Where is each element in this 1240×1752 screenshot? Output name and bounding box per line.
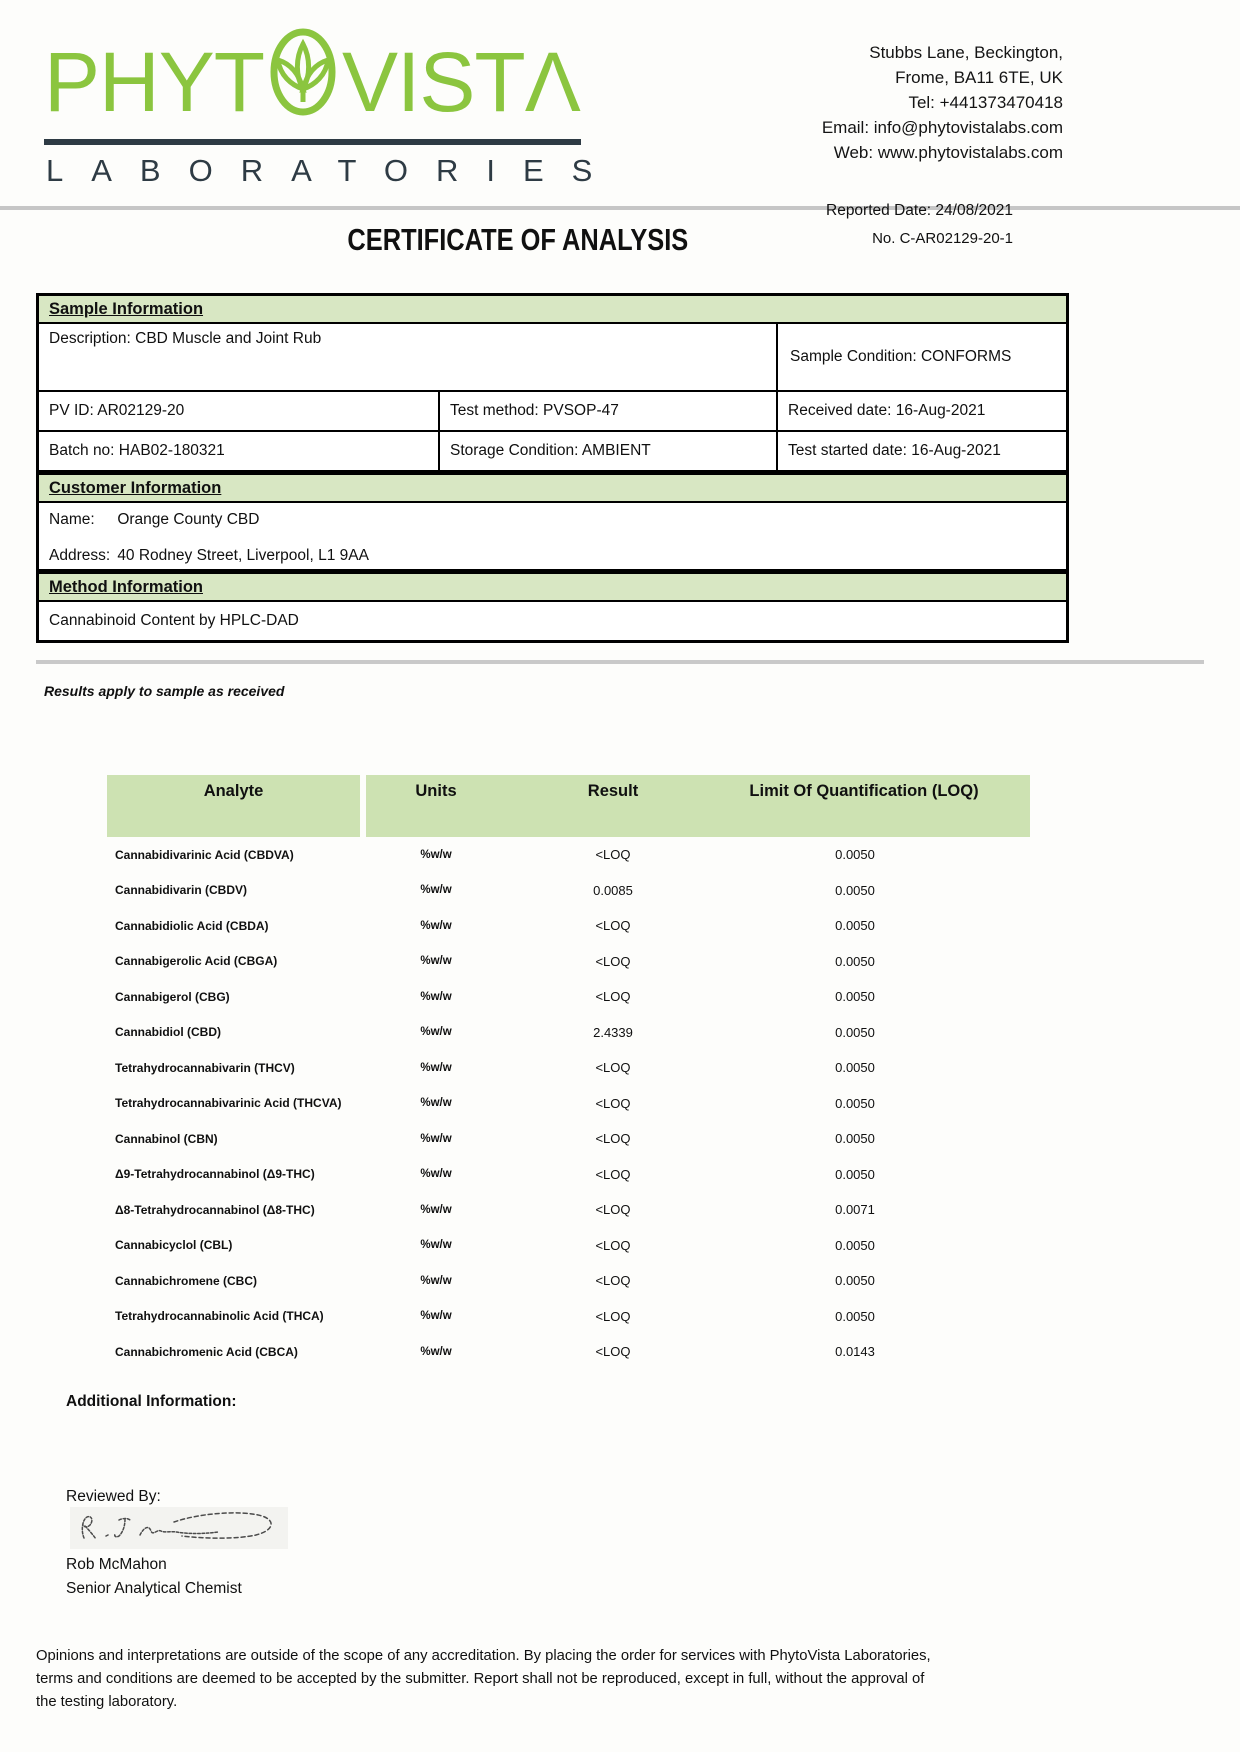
units-value: %w/w bbox=[420, 919, 452, 932]
contact-line-email: Email: info@phytovistalabs.com bbox=[821, 118, 1063, 137]
loq-value: 0.0050 bbox=[835, 953, 875, 969]
customer-address-value: 40 Rodney Street, Liverpool, L1 9AA bbox=[117, 547, 369, 564]
result-value: <LOQ bbox=[595, 1131, 631, 1147]
customer-address-label: Address: bbox=[49, 547, 111, 564]
brand-text-left: PHYT bbox=[44, 34, 265, 129]
storage-condition-cell: Storage Condition: AMBIENT bbox=[440, 432, 778, 470]
description-cell: Description: CBD Muscle and Joint Rub bbox=[39, 324, 778, 390]
units-value: %w/w bbox=[420, 1203, 452, 1216]
loq-value: 0.0050 bbox=[835, 882, 875, 898]
information-table bbox=[36, 293, 1069, 643]
column-header-loq: Limit Of Quantification (LOQ) bbox=[749, 782, 979, 800]
loq-value: 0.0050 bbox=[835, 1095, 875, 1111]
result-value: 2.4339 bbox=[593, 1024, 633, 1040]
analyte-name: Cannabigerol (CBG) bbox=[115, 989, 230, 1004]
sample-condition-cell: Sample Condition: CONFORMS bbox=[790, 348, 1012, 365]
reviewer-name: Rob McMahon bbox=[66, 1556, 167, 1573]
customer-name-label: Name: bbox=[49, 511, 95, 528]
test-method-cell: Test method: PVSOP-47 bbox=[440, 392, 778, 430]
result-value: <LOQ bbox=[595, 1308, 631, 1324]
additional-information-label: Additional Information: bbox=[66, 1393, 237, 1410]
contact-line-web: Web: www.phytovistalabs.com bbox=[833, 143, 1063, 162]
logo-divider bbox=[44, 139, 581, 145]
units-value: %w/w bbox=[420, 990, 452, 1003]
loq-value: 0.0050 bbox=[835, 1237, 875, 1253]
footer-disclaimer bbox=[36, 1645, 1216, 1714]
contact-line-address1: Stubbs Lane, Beckington, bbox=[869, 43, 1063, 62]
table-row bbox=[107, 837, 1030, 873]
pv-id-row bbox=[39, 392, 1066, 432]
table-row bbox=[107, 1228, 1030, 1264]
table-row bbox=[107, 1299, 1030, 1335]
table-row bbox=[107, 1157, 1030, 1193]
brand-wordmark bbox=[44, 26, 581, 137]
loq-value: 0.0050 bbox=[835, 1273, 875, 1289]
customer-name-value: Orange County CBD bbox=[117, 511, 260, 528]
column-header-result: Result bbox=[587, 782, 639, 800]
analyte-name: Cannabigerolic Acid (CBGA) bbox=[115, 954, 278, 969]
loq-value: 0.0050 bbox=[835, 1131, 875, 1147]
results-table-header bbox=[107, 775, 1030, 837]
analyte-name: Cannabidiol (CBD) bbox=[115, 1025, 221, 1040]
signature-image bbox=[70, 1507, 288, 1549]
description-row bbox=[39, 324, 1066, 392]
result-value: <LOQ bbox=[595, 1273, 631, 1289]
contact-line-tel: Tel: +441373470418 bbox=[908, 93, 1063, 112]
loq-value: 0.0050 bbox=[835, 918, 875, 934]
report-number: No. C-AR02129-20-1 bbox=[872, 230, 1013, 247]
table-row bbox=[107, 1086, 1030, 1122]
results-table-body bbox=[107, 837, 1030, 1370]
units-value: %w/w bbox=[420, 1168, 452, 1181]
table-row bbox=[107, 1121, 1030, 1157]
analyte-name: Cannabidivarin (CBDV) bbox=[115, 883, 248, 898]
header-divider-rule bbox=[0, 206, 1240, 210]
loq-value: 0.0050 bbox=[835, 1060, 875, 1076]
section-header-sample bbox=[39, 296, 1066, 324]
table-row bbox=[107, 944, 1030, 980]
batch-no-cell: Batch no: HAB02-180321 bbox=[39, 432, 440, 470]
section-title-sample: Sample Information bbox=[49, 299, 204, 318]
analyte-name: Tetrahydrocannabinolic Acid (THCA) bbox=[115, 1309, 324, 1324]
table-row bbox=[107, 1263, 1030, 1299]
result-value: <LOQ bbox=[595, 1060, 631, 1076]
reviewed-by-label: Reviewed By: bbox=[66, 1488, 161, 1505]
units-value: %w/w bbox=[420, 1239, 452, 1252]
loq-value: 0.0050 bbox=[835, 1024, 875, 1040]
laboratories-text: LABORATORIES bbox=[46, 153, 621, 188]
reported-date: Reported Date: 24/08/2021 bbox=[826, 202, 1013, 219]
result-value: <LOQ bbox=[595, 1344, 631, 1360]
column-header-units: Units bbox=[415, 782, 457, 800]
units-value: %w/w bbox=[420, 884, 452, 897]
footer-line-2: terms and conditions are deemed to be accepted by the submitter. Report shall not be reproduced, except in full, without the approval of bbox=[36, 1671, 925, 1687]
customer-name-line bbox=[49, 511, 1056, 529]
section-header-method bbox=[39, 571, 1066, 602]
loq-value: 0.0071 bbox=[835, 1202, 875, 1218]
units-value: %w/w bbox=[420, 955, 452, 968]
pv-id-cell: PV ID: AR02129-20 bbox=[39, 392, 440, 430]
section-title-method: Method Information bbox=[49, 577, 203, 596]
mid-divider-rule bbox=[36, 660, 1204, 664]
loq-value: 0.0050 bbox=[835, 989, 875, 1005]
analyte-name: Δ8-Tetrahydrocannabinol (Δ8-THC) bbox=[115, 1202, 315, 1217]
units-value: %w/w bbox=[420, 1097, 452, 1110]
units-value: %w/w bbox=[420, 1026, 452, 1039]
loq-value: 0.0143 bbox=[835, 1344, 875, 1360]
results-table bbox=[107, 775, 1030, 1370]
analyte-name: Tetrahydrocannabivarin (THCV) bbox=[115, 1060, 295, 1075]
result-value: <LOQ bbox=[595, 1095, 631, 1111]
leaf-icon bbox=[267, 26, 339, 137]
contact-line-address2: Frome, BA11 6TE, UK bbox=[895, 68, 1063, 87]
table-row bbox=[107, 979, 1030, 1015]
analyte-name: Cannabicyclol (CBL) bbox=[115, 1238, 233, 1253]
footer-line-1: Opinions and interpretations are outside of the scope of any accreditation. By placing the order for services with PhytoVista Laboratories, bbox=[36, 1648, 931, 1664]
method-cell: Cannabinoid Content by HPLC-DAD bbox=[49, 612, 299, 629]
batch-row bbox=[39, 432, 1066, 472]
loq-value: 0.0050 bbox=[835, 847, 875, 863]
test-started-date-cell: Test started date: 16-Aug-2021 bbox=[788, 442, 1001, 459]
results-table-header-right bbox=[366, 775, 1030, 837]
brand-text-right: VISTΛ bbox=[342, 34, 580, 129]
result-value: <LOQ bbox=[595, 918, 631, 934]
units-value: %w/w bbox=[420, 1132, 452, 1145]
analyte-name: Cannabidivarinic Acid (CBDVA) bbox=[115, 847, 294, 862]
analyte-name: Tetrahydrocannabivarinic Acid (THCVA) bbox=[115, 1096, 342, 1111]
analyte-name: Cannabichromenic Acid (CBCA) bbox=[115, 1344, 298, 1359]
section-title-customer: Customer Information bbox=[49, 478, 222, 497]
result-value: <LOQ bbox=[595, 847, 631, 863]
loq-value: 0.0050 bbox=[835, 1308, 875, 1324]
result-value: <LOQ bbox=[595, 953, 631, 969]
table-row bbox=[107, 908, 1030, 944]
units-value: %w/w bbox=[420, 848, 452, 861]
section-header-customer bbox=[39, 472, 1066, 503]
units-value: %w/w bbox=[420, 1274, 452, 1287]
result-value: <LOQ bbox=[595, 1202, 631, 1218]
result-value: <LOQ bbox=[595, 1166, 631, 1182]
received-date-cell: Received date: 16-Aug-2021 bbox=[788, 402, 986, 419]
units-value: %w/w bbox=[420, 1310, 452, 1323]
table-row bbox=[107, 1192, 1030, 1228]
results-note: Results apply to sample as received bbox=[44, 683, 285, 699]
reviewer-title: Senior Analytical Chemist bbox=[66, 1580, 242, 1597]
certificate-title: CERTIFICATE OF ANALYSIS bbox=[347, 222, 689, 257]
customer-details-cell bbox=[39, 503, 1066, 571]
contact-block bbox=[822, 40, 1063, 165]
units-value: %w/w bbox=[420, 1345, 452, 1358]
loq-value: 0.0050 bbox=[835, 1166, 875, 1182]
result-value: <LOQ bbox=[595, 989, 631, 1005]
table-row bbox=[107, 1015, 1030, 1051]
analyte-name: Cannabinol (CBN) bbox=[115, 1131, 218, 1146]
phytovista-logo bbox=[44, 26, 621, 189]
table-row bbox=[107, 1334, 1030, 1370]
analyte-name: Cannabichromene (CBC) bbox=[115, 1273, 258, 1288]
footer-line-3: the testing laboratory. bbox=[36, 1694, 178, 1710]
table-row bbox=[107, 873, 1030, 909]
analyte-name: Cannabidiolic Acid (CBDA) bbox=[115, 918, 269, 933]
analyte-name: Δ9-Tetrahydrocannabinol (Δ9-THC) bbox=[115, 1167, 315, 1182]
table-row bbox=[107, 1050, 1030, 1086]
units-value: %w/w bbox=[420, 1061, 452, 1074]
customer-address-line bbox=[49, 547, 1056, 565]
result-value: 0.0085 bbox=[593, 882, 633, 898]
column-header-analyte: Analyte bbox=[107, 775, 360, 837]
result-value: <LOQ bbox=[595, 1237, 631, 1253]
